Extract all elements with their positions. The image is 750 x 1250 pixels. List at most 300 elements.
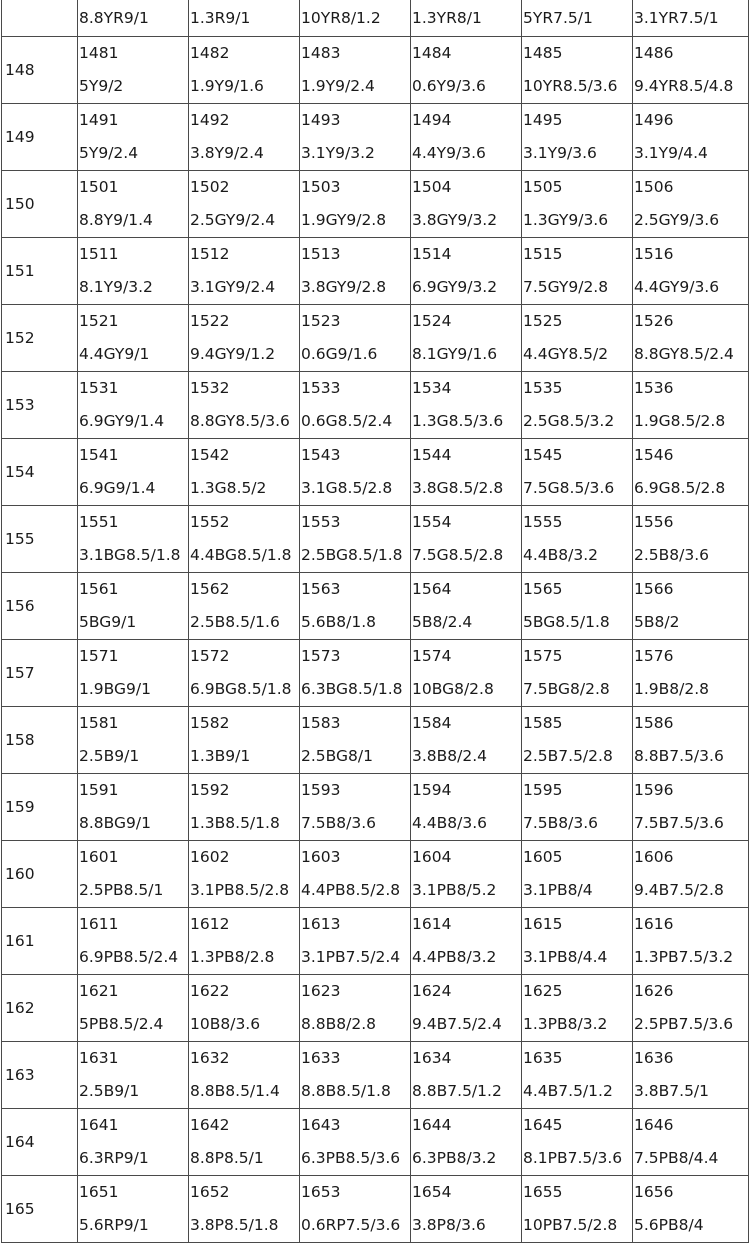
table-cell xyxy=(522,908,633,975)
munsell-code: 3.1PB8.5/2.8 xyxy=(190,881,290,899)
table-cell xyxy=(78,707,189,774)
munsell-code: 8.8GY8.5/3.6 xyxy=(190,412,290,430)
munsell-code: 6.9BG8.5/1.8 xyxy=(190,680,292,698)
table-cell xyxy=(189,305,300,372)
entry-number: 1542 xyxy=(190,446,230,464)
row-label-cell: 154 xyxy=(2,439,78,506)
entry-number: 1482 xyxy=(190,44,230,62)
table-cell xyxy=(633,1109,749,1176)
munsell-code: 2.5G8.5/3.2 xyxy=(523,412,615,430)
entry-number: 1493 xyxy=(301,111,341,129)
entry-number: 1513 xyxy=(301,245,341,263)
table-cell xyxy=(300,372,411,439)
table-cell xyxy=(300,104,411,171)
munsell-code: 6.3PB8/3.2 xyxy=(412,1149,497,1167)
entry-number: 1604 xyxy=(412,848,452,866)
munsell-code: 5PB8.5/2.4 xyxy=(79,1015,164,1033)
table-row xyxy=(2,707,749,774)
table-cell xyxy=(78,975,189,1042)
entry-number: 1562 xyxy=(190,580,230,598)
row-label-cell: 151 xyxy=(2,238,78,305)
munsell-code: 4.4B7.5/1.2 xyxy=(523,1082,613,1100)
table-row xyxy=(2,506,749,573)
entry-number: 1502 xyxy=(190,178,230,196)
munsell-code: 7.5PB8/4.4 xyxy=(634,1149,719,1167)
munsell-code: 4.4Y9/3.6 xyxy=(412,144,486,162)
row-label-cell: 155 xyxy=(2,506,78,573)
table-body xyxy=(2,0,749,1243)
table-cell xyxy=(411,975,522,1042)
table-cell xyxy=(633,372,749,439)
table-cell xyxy=(300,171,411,238)
munsell-code: 7.5G8.5/2.8 xyxy=(412,546,504,564)
table-cell xyxy=(78,372,189,439)
entry-number: 1611 xyxy=(79,915,119,933)
row-label-cell xyxy=(2,0,78,37)
entry-number: 1572 xyxy=(190,647,230,665)
table-cell xyxy=(633,305,749,372)
table-cell xyxy=(411,238,522,305)
table-cell xyxy=(411,506,522,573)
table-row xyxy=(2,573,749,640)
entry-number: 1573 xyxy=(301,647,341,665)
entry-number: 1633 xyxy=(301,1049,341,1067)
munsell-code: 6.9PB8.5/2.4 xyxy=(79,948,179,966)
table-cell xyxy=(633,238,749,305)
munsell-code: 8.8B8/2.8 xyxy=(301,1015,377,1033)
entry-number: 1614 xyxy=(412,915,452,933)
table-cell xyxy=(411,1176,522,1243)
table-cell xyxy=(633,171,749,238)
entry-number: 1491 xyxy=(79,111,119,129)
table-cell xyxy=(300,439,411,506)
munsell-code: 1.3G8.5/2 xyxy=(190,479,267,497)
entry-number: 1514 xyxy=(412,245,452,263)
munsell-code: 2.5BG8/1 xyxy=(301,747,373,765)
entry-number: 1533 xyxy=(301,379,341,397)
table-cell xyxy=(633,841,749,908)
munsell-code: 5Y9/2.4 xyxy=(79,144,139,162)
munsell-code: 8.8B8.5/1.8 xyxy=(301,1082,391,1100)
entry-number: 1543 xyxy=(301,446,341,464)
row-label-cell: 165 xyxy=(2,1176,78,1243)
table-cell xyxy=(633,1042,749,1109)
entry-number: 1516 xyxy=(634,245,674,263)
munsell-code: 10BG8/2.8 xyxy=(412,680,494,698)
color-code-table xyxy=(1,0,749,1243)
entry-number: 1626 xyxy=(634,982,674,1000)
munsell-code: 5BG9/1 xyxy=(79,613,137,631)
table-cell xyxy=(78,1042,189,1109)
table-cell xyxy=(522,774,633,841)
munsell-code: 7.5BG8/2.8 xyxy=(523,680,610,698)
table-cell xyxy=(411,573,522,640)
munsell-code: 4.4GY8.5/2 xyxy=(523,345,609,363)
row-label-cell: 149 xyxy=(2,104,78,171)
munsell-code: 7.5GY9/2.8 xyxy=(523,278,609,296)
munsell-code: 1.9G8.5/2.8 xyxy=(634,412,726,430)
entry-number: 1645 xyxy=(523,1116,563,1134)
entry-number: 1642 xyxy=(190,1116,230,1134)
munsell-code: 5.6RP9/1 xyxy=(79,1216,149,1234)
munsell-code: 2.5B8.5/1.6 xyxy=(190,613,280,631)
table-cell xyxy=(522,640,633,707)
table-row xyxy=(2,1176,749,1243)
entry-number: 1512 xyxy=(190,245,230,263)
entry-number: 1634 xyxy=(412,1049,452,1067)
entry-number: 1652 xyxy=(190,1183,230,1201)
entry-number: 1536 xyxy=(634,379,674,397)
table-row xyxy=(2,1109,749,1176)
munsell-code: 3.1Y9/4.4 xyxy=(634,144,708,162)
entry-number: 1555 xyxy=(523,513,563,531)
table-cell xyxy=(522,1176,633,1243)
row-label-cell: 157 xyxy=(2,640,78,707)
entry-number: 1625 xyxy=(523,982,563,1000)
row-label-cell: 158 xyxy=(2,707,78,774)
table-cell xyxy=(78,37,189,104)
entry-number: 1612 xyxy=(190,915,230,933)
table-cell xyxy=(189,774,300,841)
table-cell xyxy=(300,841,411,908)
table-cell xyxy=(633,439,749,506)
table-cell xyxy=(633,707,749,774)
entry-number: 1602 xyxy=(190,848,230,866)
munsell-code: 2.5B7.5/2.8 xyxy=(523,747,613,765)
table-row xyxy=(2,37,749,104)
entry-number: 1511 xyxy=(79,245,119,263)
munsell-code: 2.5BG8.5/1.8 xyxy=(301,546,403,564)
munsell-code: 1.9Y9/2.4 xyxy=(301,77,375,95)
table-cell xyxy=(300,1042,411,1109)
entry-number: 1545 xyxy=(523,446,563,464)
table-cell xyxy=(78,1109,189,1176)
table-cell xyxy=(411,305,522,372)
munsell-code: 8.8P8.5/1 xyxy=(190,1149,264,1167)
entry-number: 1495 xyxy=(523,111,563,129)
entry-number: 1575 xyxy=(523,647,563,665)
table-cell xyxy=(189,1109,300,1176)
munsell-code: 8.8Y9/1.4 xyxy=(79,211,153,229)
table-cell xyxy=(522,707,633,774)
munsell-code: 3.8P8/3.6 xyxy=(412,1216,486,1234)
table-cell xyxy=(189,37,300,104)
table-cell xyxy=(189,640,300,707)
table-cell xyxy=(411,171,522,238)
entry-number: 1593 xyxy=(301,781,341,799)
table-cell xyxy=(411,439,522,506)
entry-number: 1501 xyxy=(79,178,119,196)
table-cell xyxy=(411,104,522,171)
munsell-code: 2.5PB8.5/1 xyxy=(79,881,164,899)
table-row xyxy=(2,774,749,841)
table-cell xyxy=(633,573,749,640)
entry-number: 1525 xyxy=(523,312,563,330)
table-cell xyxy=(300,238,411,305)
munsell-code: 1.3B9/1 xyxy=(190,747,251,765)
munsell-code: 5.6PB8/4 xyxy=(634,1216,704,1234)
entry-number: 1505 xyxy=(523,178,563,196)
table-cell xyxy=(633,908,749,975)
table-cell xyxy=(189,1176,300,1243)
table-cell xyxy=(189,104,300,171)
table-cell xyxy=(633,975,749,1042)
row-label-cell: 152 xyxy=(2,305,78,372)
munsell-code: 3.1PB8/4 xyxy=(523,881,593,899)
entry-number: 1636 xyxy=(634,1049,674,1067)
table-cell xyxy=(522,841,633,908)
entry-number: 1656 xyxy=(634,1183,674,1201)
munsell-code: 4.4B8/3.6 xyxy=(412,814,488,832)
munsell-code: 2.5GY9/3.6 xyxy=(634,211,720,229)
munsell-code: 7.5G8.5/3.6 xyxy=(523,479,615,497)
munsell-code: 3.8GY9/3.2 xyxy=(412,211,498,229)
table-cell xyxy=(78,640,189,707)
table-cell xyxy=(411,640,522,707)
table-cell xyxy=(633,104,749,171)
color-code-cell: 3.1YR7.5/1 xyxy=(633,0,749,37)
munsell-code: 8.8B7.5/1.2 xyxy=(412,1082,502,1100)
row-label-cell: 153 xyxy=(2,372,78,439)
entry-number: 1546 xyxy=(634,446,674,464)
munsell-code: 8.8B7.5/3.6 xyxy=(634,747,724,765)
munsell-code: 10B8/3.6 xyxy=(190,1015,261,1033)
munsell-code: 3.1GY9/2.4 xyxy=(190,278,276,296)
table-row xyxy=(2,975,749,1042)
entry-number: 1644 xyxy=(412,1116,452,1134)
entry-number: 1624 xyxy=(412,982,452,1000)
entry-number: 1522 xyxy=(190,312,230,330)
entry-number: 1596 xyxy=(634,781,674,799)
munsell-code: 2.5B9/1 xyxy=(79,1082,140,1100)
table-cell xyxy=(411,841,522,908)
munsell-code: 6.9G9/1.4 xyxy=(79,479,156,497)
entry-number: 1653 xyxy=(301,1183,341,1201)
table-cell xyxy=(189,707,300,774)
munsell-code: 4.4BG8.5/1.8 xyxy=(190,546,292,564)
entry-number: 1641 xyxy=(79,1116,119,1134)
munsell-code: 2.5PB7.5/3.6 xyxy=(634,1015,734,1033)
table-cell xyxy=(522,573,633,640)
entry-number: 1544 xyxy=(412,446,452,464)
munsell-code: 6.3RP9/1 xyxy=(79,1149,149,1167)
entry-number: 1486 xyxy=(634,44,674,62)
table-cell xyxy=(522,439,633,506)
entry-number: 1524 xyxy=(412,312,452,330)
munsell-code: 4.4PB8/3.2 xyxy=(412,948,497,966)
entry-number: 1492 xyxy=(190,111,230,129)
entry-number: 1515 xyxy=(523,245,563,263)
table-cell xyxy=(522,238,633,305)
table-row xyxy=(2,908,749,975)
munsell-code: 1.3PB8/2.8 xyxy=(190,948,275,966)
munsell-code: 8.1PB7.5/3.6 xyxy=(523,1149,623,1167)
munsell-code: 8.1Y9/3.2 xyxy=(79,278,153,296)
entry-number: 1566 xyxy=(634,580,674,598)
entry-number: 1631 xyxy=(79,1049,119,1067)
entry-number: 1503 xyxy=(301,178,341,196)
table-cell xyxy=(411,707,522,774)
table-cell xyxy=(522,37,633,104)
munsell-code: 4.4GY9/1 xyxy=(79,345,150,363)
entry-number: 1615 xyxy=(523,915,563,933)
munsell-code: 3.8P8.5/1.8 xyxy=(190,1216,279,1234)
entry-number: 1571 xyxy=(79,647,119,665)
table-cell xyxy=(300,506,411,573)
munsell-code: 9.4GY9/1.2 xyxy=(190,345,276,363)
entry-number: 1595 xyxy=(523,781,563,799)
entry-number: 1552 xyxy=(190,513,230,531)
table-cell xyxy=(522,104,633,171)
entry-number: 1541 xyxy=(79,446,119,464)
entry-number: 1632 xyxy=(190,1049,230,1067)
table-cell xyxy=(189,506,300,573)
entry-number: 1551 xyxy=(79,513,119,531)
munsell-code: 10PB7.5/2.8 xyxy=(523,1216,618,1234)
row-label-cell: 161 xyxy=(2,908,78,975)
entry-number: 1603 xyxy=(301,848,341,866)
munsell-code: 1.3PB7.5/3.2 xyxy=(634,948,734,966)
table-row xyxy=(2,171,749,238)
entry-number: 1622 xyxy=(190,982,230,1000)
row-label-cell: 160 xyxy=(2,841,78,908)
entry-number: 1591 xyxy=(79,781,119,799)
table-cell xyxy=(78,238,189,305)
munsell-code: 8.8B8.5/1.4 xyxy=(190,1082,280,1100)
munsell-code: 2.5GY9/2.4 xyxy=(190,211,276,229)
entry-number: 1564 xyxy=(412,580,452,598)
table-cell xyxy=(411,1042,522,1109)
table-cell xyxy=(633,37,749,104)
entry-number: 1623 xyxy=(301,982,341,1000)
entry-number: 1582 xyxy=(190,714,230,732)
entry-number: 1494 xyxy=(412,111,452,129)
table-cell xyxy=(189,908,300,975)
table-cell xyxy=(300,908,411,975)
entry-number: 1496 xyxy=(634,111,674,129)
munsell-code: 9.4B7.5/2.8 xyxy=(634,881,724,899)
table-cell xyxy=(300,707,411,774)
munsell-code: 9.4B7.5/2.4 xyxy=(412,1015,502,1033)
table-cell xyxy=(78,171,189,238)
table-cell xyxy=(78,1176,189,1243)
munsell-code: 3.8B7.5/1 xyxy=(634,1082,710,1100)
entry-number: 1606 xyxy=(634,848,674,866)
table-row xyxy=(2,238,749,305)
entry-number: 1484 xyxy=(412,44,452,62)
entry-number: 1583 xyxy=(301,714,341,732)
table-cell xyxy=(411,774,522,841)
table-cell xyxy=(522,975,633,1042)
table-cell xyxy=(522,1042,633,1109)
table-cell xyxy=(300,640,411,707)
table-cell xyxy=(78,908,189,975)
munsell-code: 0.6Y9/3.6 xyxy=(412,77,486,95)
entry-number: 1581 xyxy=(79,714,119,732)
munsell-code: 1.9B8/2.8 xyxy=(634,680,710,698)
munsell-code: 0.6G8.5/2.4 xyxy=(301,412,393,430)
munsell-code: 8.8GY8.5/2.4 xyxy=(634,345,734,363)
munsell-code: 5Y9/2 xyxy=(79,77,124,95)
table-cell xyxy=(189,1042,300,1109)
munsell-code: 2.5B9/1 xyxy=(79,747,140,765)
entry-number: 1605 xyxy=(523,848,563,866)
table-row xyxy=(2,305,749,372)
entry-number: 1481 xyxy=(79,44,119,62)
munsell-code: 7.5B7.5/3.6 xyxy=(634,814,724,832)
munsell-code: 6.9GY9/3.2 xyxy=(412,278,498,296)
table-cell xyxy=(189,372,300,439)
munsell-code: 4.4PB8.5/2.8 xyxy=(301,881,401,899)
entry-number: 1532 xyxy=(190,379,230,397)
table-cell xyxy=(189,439,300,506)
entry-number: 1646 xyxy=(634,1116,674,1134)
entry-number: 1635 xyxy=(523,1049,563,1067)
table-cell xyxy=(300,774,411,841)
table-row xyxy=(2,372,749,439)
table-cell xyxy=(78,104,189,171)
table-cell xyxy=(189,573,300,640)
entry-number: 1523 xyxy=(301,312,341,330)
color-code-cell: 5YR7.5/1 xyxy=(522,0,633,37)
munsell-code: 6.3PB8.5/3.6 xyxy=(301,1149,401,1167)
munsell-code: 4.4GY9/3.6 xyxy=(634,278,720,296)
table-cell xyxy=(78,439,189,506)
table-cell xyxy=(522,506,633,573)
color-code-cell: 10YR8/1.2 xyxy=(300,0,411,37)
table-cell xyxy=(411,37,522,104)
munsell-code: 1.3GY9/3.6 xyxy=(523,211,609,229)
table-cell xyxy=(189,238,300,305)
color-code-cell: 1.3YR8/1 xyxy=(411,0,522,37)
entry-number: 1651 xyxy=(79,1183,119,1201)
entry-number: 1504 xyxy=(412,178,452,196)
munsell-code: 3.1PB7.5/2.4 xyxy=(301,948,401,966)
table-cell xyxy=(78,774,189,841)
entry-number: 1574 xyxy=(412,647,452,665)
entry-number: 1483 xyxy=(301,44,341,62)
entry-number: 1654 xyxy=(412,1183,452,1201)
table-cell xyxy=(189,171,300,238)
munsell-code: 3.1G8.5/2.8 xyxy=(301,479,393,497)
table-cell xyxy=(522,1109,633,1176)
munsell-code: 5B8/2.4 xyxy=(412,613,473,631)
entry-number: 1561 xyxy=(79,580,119,598)
munsell-code: 7.5B8/3.6 xyxy=(301,814,377,832)
table-row-top xyxy=(2,0,749,37)
table-row xyxy=(2,104,749,171)
entry-number: 1655 xyxy=(523,1183,563,1201)
table-row xyxy=(2,841,749,908)
row-label-cell: 148 xyxy=(2,37,78,104)
entry-number: 1616 xyxy=(634,915,674,933)
row-label-cell: 164 xyxy=(2,1109,78,1176)
table-cell xyxy=(189,975,300,1042)
table-row xyxy=(2,640,749,707)
color-code-cell: 1.3R9/1 xyxy=(189,0,300,37)
entry-number: 1592 xyxy=(190,781,230,799)
munsell-code: 3.8Y9/2.4 xyxy=(190,144,264,162)
table-cell xyxy=(300,37,411,104)
munsell-code: 3.1PB8/5.2 xyxy=(412,881,497,899)
table-cell xyxy=(189,841,300,908)
munsell-code: 3.1Y9/3.6 xyxy=(523,144,597,162)
row-label-cell: 156 xyxy=(2,573,78,640)
munsell-code: 1.3PB8/3.2 xyxy=(523,1015,608,1033)
munsell-code: 6.9GY9/1.4 xyxy=(79,412,165,430)
munsell-code: 8.8BG9/1 xyxy=(79,814,151,832)
entry-number: 1485 xyxy=(523,44,563,62)
